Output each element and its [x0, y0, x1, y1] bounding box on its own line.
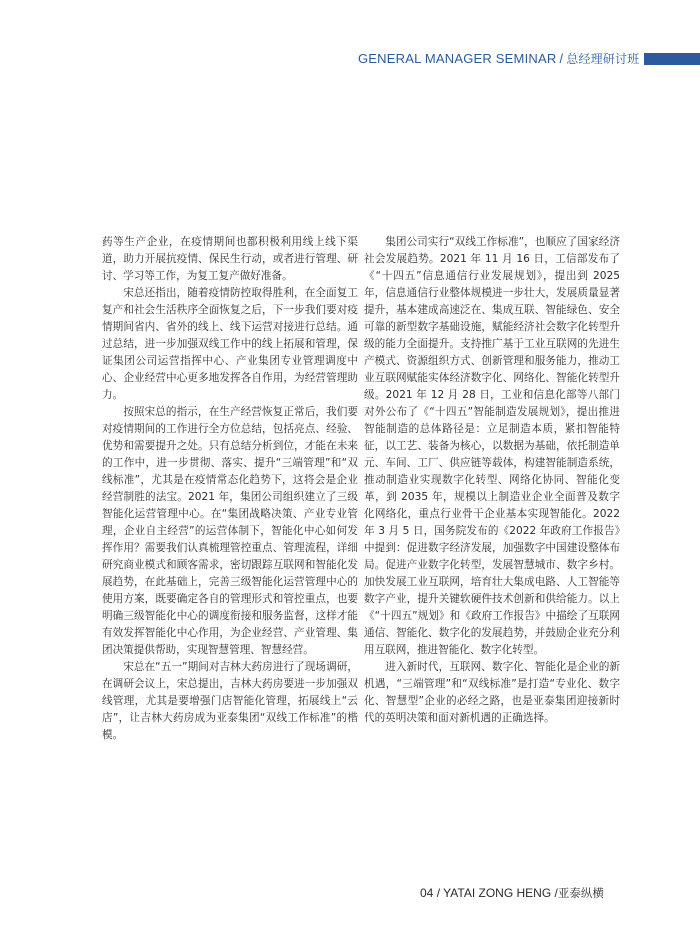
- section-header: [358, 50, 639, 67]
- paragraph: 按照宋总的指示，在生产经营恢复正常后，我们要对疫情期间的工作进行全方位总结，包括亮点、经验、优势和需要提升之处。只有总结分析到位，才能在未来的工作中，进一步贯彻、落实、提升“三端管理”和“双线标准”，尤其是在疫情常态化趋势下，这将会是企业经营制胜的法宝。2021 年，集团公司组织建立了三级智能化运营管理中心。在“集团战略决策、产业专业管理，企业自主经营”的运营体制下，智能化中心如何发挥作用？需要我们认真梳理管控重点、管理流程，详细研究商业模式和顾客需求，密切跟踪互联网和智能化发展趋势，在此基础上，完善三级智能化运营管理中心的使用方案，既要确定各自的管理形式和管控重点，也要明确三级智能化中心的调度衔接和服务监督，这样才能有效发挥智能化中心作用，为企业经营、产业管理、集团决策提供帮助，实现智慧管理、智慧经营。: [102, 406, 358, 656]
- left-column: [102, 234, 358, 744]
- right-column: [364, 234, 620, 727]
- paragraph: 宋总在“五一”期间对吉林大药房进行了现场调研，在调研会议上，宋总提出，吉林大药房要进一步加强双线管理，尤其是要增强门店智能化管理，拓展线上“云店”，让吉林大药房成为亚泰集团“双线工作标准”的楷模。: [102, 661, 358, 741]
- header-separator: /: [559, 51, 564, 66]
- footer-separator: /: [436, 886, 441, 900]
- paragraph: 集团公司实行“双线工作标准”，也顺应了国家经济社会发展趋势。2021 年 11 月 16 日，工信部发布了《“十四五”信息通信行业发展规划》，提出到 2025 年，信息通信行业整体规模进一步壮大，发展质量显著提升，基本建成高速泛在、集成互联、智能绿色、安全可靠的新型数字基础设施，赋能经济社会数字化转型升级的能力全面提升。支持推广基于工业互联网的先进生产模式、资源组织方式、创新管理和服务能力，推动工业互联网赋能实体经济数字化、网络化、智能化转型升级。2021 年 12 月 28 日，工业和信息化部等八部门对外公布了《“十四五”智能制造发展规划》，提出推进智能制造的总体路径是：立足制造本质，紧扣智能特征，以工艺、装备为核心，以数据为基础，依托制造单元、车间、工厂、供应链等载体，构建智能制造系统，推动制造业实现数字化转型、网络化协同、智能化变革，到 2035 年，规模以上制造业企业全面普及数字化网络化，重点行业骨干企业基本实现智能化。2022 年 3 月 5 日，国务院发布的《2022 年政府工作报告》中提到：促进数字经济发展，加强数字中国建设整体布局。促进产业数字化转型，发展智慧城市、数字乡村。加快发展工业互联网，培育壮大集成电路、人工智能等数字产业，提升关键软硬件技术创新和供给能力。以上《“十四五”规划》和《政府工作报告》中描绘了互联网通信、智能化、数字化的发展趋势，并鼓励企业充分利用互联网，推进智能化、数字化转型。: [364, 236, 620, 656]
- paragraph: 进入新时代，互联网、数字化、智能化是企业的新机遇，“三端管理”和“双线标准”是打造“专业化、数字化、智慧型”企业的必经之路，也是亚泰集团迎接新时代的英明决策和面对新机遇的正确选择。: [364, 661, 620, 724]
- page-number: 04: [420, 886, 434, 900]
- header-en-title: GENERAL MANAGER SEMINAR: [358, 51, 557, 66]
- header-cn-title: 总经理研讨班: [566, 52, 640, 66]
- paragraph: 宋总还指出，随着疫情防控取得胜利，在全面复工复产和社会生活秩序全面恢复之后，下一步我们要对疫情期间省内、省外的线上、线下运营对接进行总结。通过总结，进一步加强双线工作中的线上拓展和管理，保证集团公司运营指挥中心、产业集团专业管理调度中心、企业经营中心更多地发挥各自作用，为经营管理助力。: [102, 287, 358, 401]
- paragraph: 药等生产企业，在疫情期间也都积极利用线上线下渠道，助力开展抗疫情、保民生行动，或者进行管理、研讨、学习等工作，为复工复产做好准备。: [102, 236, 358, 282]
- footer-en-title: YATAI ZONG HENG: [443, 886, 552, 900]
- footer-separator: /: [554, 886, 558, 900]
- header-accent-bar: [644, 53, 700, 65]
- footer-cn-title: 亚泰纵横: [557, 886, 604, 900]
- page-footer: [420, 885, 604, 901]
